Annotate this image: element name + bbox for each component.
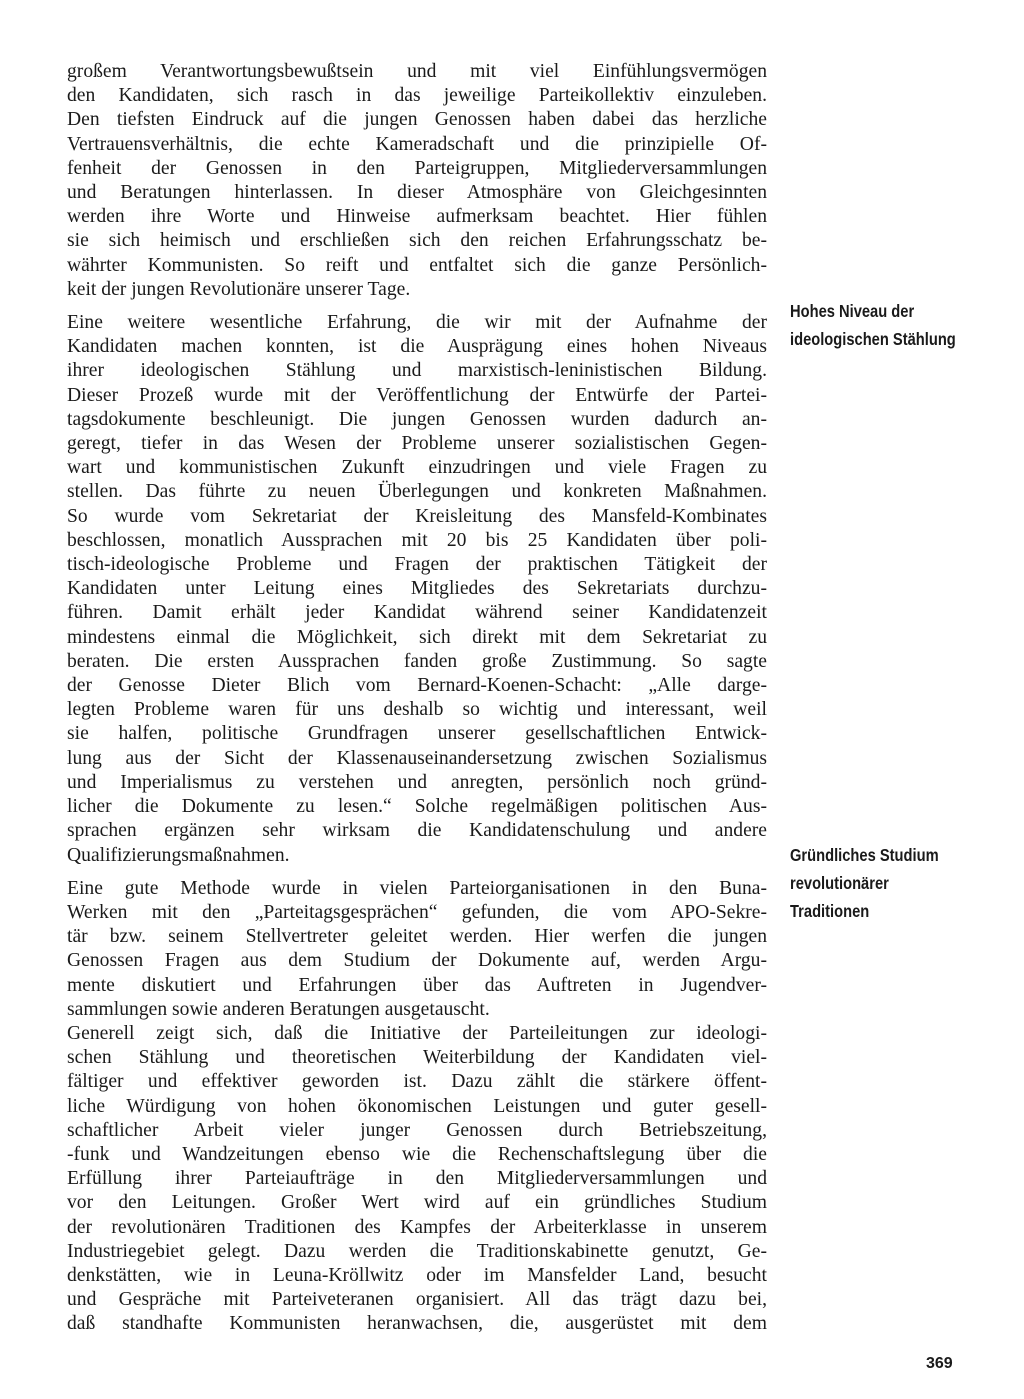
- text-line: sammlungen sowie anderen Beratungen ausgetauscht.: [67, 998, 490, 1020]
- margin-note-line: Traditionen: [790, 901, 870, 921]
- paragraph: [67, 60, 767, 302]
- margin-note-revolutionary-traditions: [790, 841, 975, 925]
- text-line: der Genosse Dieter Blich vom Bernard-Koenen-Schacht: „Alle darge-: [67, 675, 767, 697]
- text-line: Vertrauensverhältnis, die echte Kameradschaft und die prinzipielle Of-: [67, 133, 767, 155]
- text-line: Kandidaten unter Leitung eines Mitgliedes des Sekretariats durchzu-: [67, 578, 767, 600]
- text-line: tisch-ideologische Probleme und Fragen der praktischen Tätigkeit der: [67, 554, 767, 576]
- text-line: Eine gute Methode wurde in vielen Parteiorganisationen in den Buna-: [67, 877, 767, 899]
- text-line: liche Würdigung von hohen ökonomischen Leistungen und guter gesell-: [67, 1095, 767, 1117]
- text-line: sie sich heimisch und erschließen sich den reichen Erfahrungsschatz be-: [67, 230, 767, 252]
- margin-note-line: Gründliches Studium: [790, 845, 939, 865]
- text-line: vor den Leitungen. Großer Wert wird auf ein gründliches Studium: [67, 1192, 767, 1214]
- text-line: fenheit der Genossen in den Parteigruppen, Mitgliederversammlungen: [67, 157, 767, 179]
- text-line: stellen. Das führte zu neuen Überlegungen und konkreten Maßnahmen.: [67, 481, 767, 503]
- text-line: Genossen Fragen aus dem Studium der Dokumente auf, werden Argu-: [67, 950, 767, 972]
- text-line: Erfüllung ihrer Parteiaufträge in den Mitgliederversammlungen und: [67, 1168, 767, 1190]
- body-text: [67, 60, 767, 1346]
- text-line: Qualifizierungsmaßnahmen.: [67, 844, 290, 866]
- text-line: lung aus der Sicht der Klassenauseinandersetzung zwischen Sozialismus: [67, 747, 767, 769]
- text-line: der revolutionären Traditionen des Kampfes der Arbeiterklasse in unserem: [67, 1216, 767, 1238]
- text-line: beraten. Die ersten Aussprachen fanden große Zustimmung. So sagte: [67, 650, 767, 672]
- text-line: tagsdokumente beschleunigt. Die jungen Genossen wurden dadurch an-: [67, 408, 767, 430]
- text-line: Industriegebiet gelegt. Dazu werden die Traditionskabinette genutzt, Ge-: [67, 1240, 767, 1262]
- text-line: werden ihre Worte und Hinweise aufmerksam beachtet. Hier fühlen: [67, 206, 767, 228]
- text-line: währter Kommunisten. So reift und entfaltet sich die ganze Persönlich-: [67, 254, 767, 276]
- text-line: Generell zeigt sich, daß die Initiative der Parteileitungen zur ideologi-: [67, 1022, 767, 1044]
- paragraph: [67, 877, 767, 1022]
- text-line: legten Probleme waren für uns deshalb so wichtig und interessant, weil: [67, 699, 767, 721]
- text-line: schaftlicher Arbeit vieler junger Genossen durch Betriebszeitung,: [67, 1119, 767, 1141]
- paragraph: [67, 311, 767, 868]
- text-line: großem Verantwortungsbewußtsein und mit viel Einfühlungsvermögen: [67, 61, 767, 82]
- text-line: So wurde vom Sekretariat der Kreisleitung des Mansfeld-Kombinates: [67, 505, 767, 527]
- text-line: tär bzw. seinem Stellvertreter geleitet werden. Hier werfen die jungen: [67, 926, 767, 948]
- margin-note-ideological-level: [790, 297, 975, 353]
- text-line: Werken mit den „Parteitagsgesprächen“ gefunden, die vom APO-Sekre-: [67, 901, 767, 923]
- text-line: Kandidaten machen konnten, ist die Ausprägung eines hohen Niveaus: [67, 336, 767, 358]
- text-line: -funk und Wandzeitungen ebenso wie die Rechenschaftslegung über die: [67, 1143, 767, 1165]
- text-line: schen Stählung und theoretischen Weiterbildung der Kandidaten viel-: [67, 1047, 767, 1069]
- text-line: sprachen ergänzen sehr wirksam die Kandidatenschulung und andere: [67, 820, 767, 842]
- text-line: daß standhafte Kommunisten heranwachsen, die, ausgerüstet mit dem: [67, 1313, 767, 1335]
- text-line: keit der jungen Revolutionäre unserer Tage.: [67, 278, 411, 300]
- paragraph: [67, 1022, 767, 1337]
- margin-note-line: Hohes Niveau der: [790, 301, 915, 321]
- margin-note-line: revolutionärer: [790, 873, 889, 893]
- text-line: sie halfen, politische Grundfragen unserer gesellschaftlichen Entwick-: [67, 723, 767, 745]
- page-number: 369: [926, 1355, 953, 1372]
- text-line: mindestens einmal die Möglichkeit, sich direkt mit dem Sekretariat zu: [67, 626, 767, 648]
- text-line: führen. Damit erhält jeder Kandidat während seiner Kandidatenzeit: [67, 602, 767, 624]
- text-line: Dieser Prozeß wurde mit der Veröffentlichung der Entwürfe der Partei-: [67, 384, 767, 406]
- text-line: und Imperialismus zu verstehen und anregten, persönlich noch gründ-: [67, 771, 767, 793]
- text-line: den Kandidaten, sich rasch in das jeweilige Parteikollektiv einzuleben.: [67, 85, 767, 107]
- text-line: mente diskutiert und Erfahrungen über das Auftreten in Jugendver-: [67, 974, 767, 996]
- text-line: denkstätten, wie in Leuna-Kröllwitz oder im Mansfelder Land, besucht: [67, 1264, 767, 1286]
- text-line: beschlossen, monatlich Aussprachen mit 20 bis 25 Kandidaten über poli-: [67, 529, 767, 551]
- text-line: Eine weitere wesentliche Erfahrung, die wir mit der Aufnahme der: [67, 312, 767, 334]
- text-line: Den tiefsten Eindruck auf die jungen Genossen haben dabei das herzliche: [67, 109, 767, 131]
- text-line: fältiger und effektiver geworden ist. Dazu zählt die stärkere öffent-: [67, 1071, 767, 1093]
- text-line: licher die Dokumente zu lesen.“ Solche regelmäßigen politischen Aus-: [67, 796, 767, 818]
- text-line: wart und kommunistischen Zukunft einzudringen und viele Fragen zu: [67, 457, 767, 479]
- text-line: ihrer ideologischen Stählung und marxistisch-leninistischen Bildung.: [67, 360, 767, 382]
- margin-note-line: ideologischen Stählung: [790, 329, 956, 349]
- text-line: und Gespräche mit Parteiveteranen organisiert. All das trägt dazu bei,: [67, 1289, 767, 1311]
- text-line: und Beratungen hinterlassen. In dieser Atmosphäre von Gleichgesinnten: [67, 182, 767, 204]
- text-line: geregt, tiefer in das Wesen der Probleme unserer sozialistischen Gegen-: [67, 433, 767, 455]
